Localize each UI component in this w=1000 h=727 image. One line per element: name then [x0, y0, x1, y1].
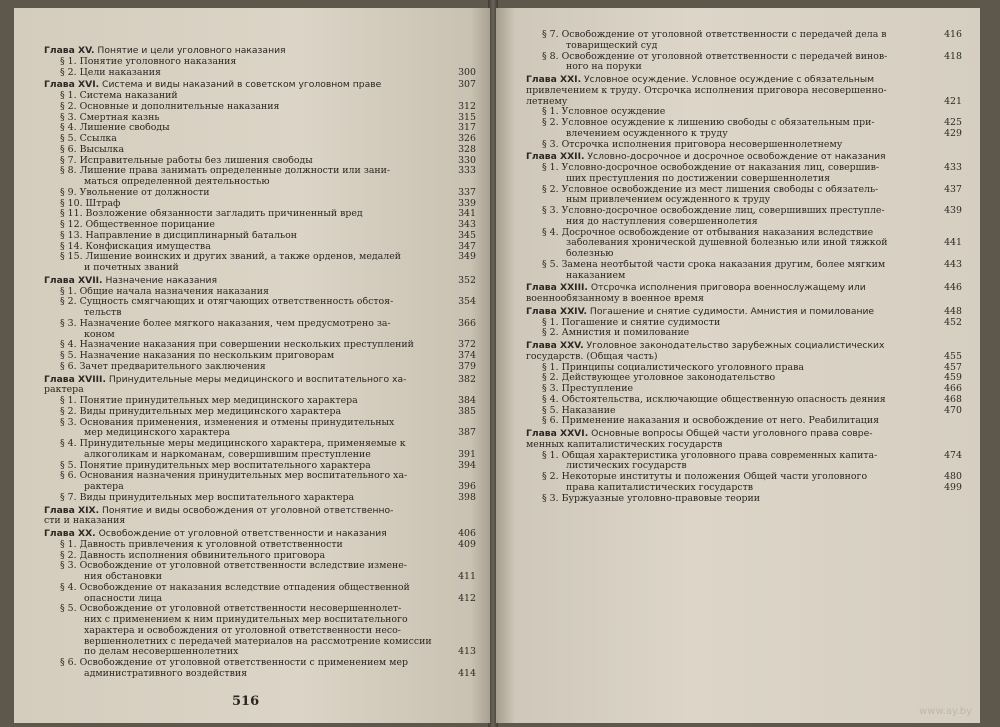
entry-text: § 1. Понятие уголовного наказания — [60, 56, 237, 67]
section-entry — [526, 363, 962, 374]
entry-continuation — [526, 174, 962, 185]
entry-page-number: 437 — [944, 183, 962, 195]
chapter-entry — [526, 307, 962, 318]
section-entry — [44, 188, 476, 199]
section-entry — [44, 351, 476, 362]
section-entry — [44, 319, 476, 330]
entry-text: § 2. Основные и дополнительные наказания — [60, 101, 280, 112]
entry-continuation — [44, 385, 476, 396]
chapter-title: Принудительные меры медицинского и воспитательного ха- — [108, 374, 407, 385]
entry-text: § 1. Понятие принудительных мер медицинского характера — [60, 396, 358, 406]
chapter-title: Назначение наказания — [105, 275, 217, 286]
entry-page-number: 439 — [944, 205, 962, 216]
entry-continuation — [526, 62, 962, 73]
section-entry — [44, 57, 476, 68]
chapter-label: Глава XVIII. — [44, 374, 106, 385]
entry-text: § 4. Назначение наказания при совершении нескольких преступлений — [60, 340, 414, 351]
chapter-entry — [44, 375, 476, 386]
entry-text: § 11. Возложение обязанности загладить причиненный вред — [60, 209, 363, 220]
entry-text: рактера — [84, 482, 124, 492]
entry-text: § 6. Высылка — [60, 144, 125, 155]
entry-text: § 5. Назначение наказания по нескольким приговорам — [60, 351, 335, 361]
section-entry — [526, 118, 962, 129]
entry-continuation — [44, 482, 476, 493]
entry-page-number: 333 — [458, 165, 476, 177]
entry-page-number: 429 — [944, 127, 962, 139]
chapter-title: Основные вопросы Общей части уголовного права совре- — [591, 429, 873, 439]
entry-text: § 1. Общие начала назначения наказания — [60, 286, 269, 297]
chapter-title: Условно-досрочное и досрочное освобождение от наказания — [587, 152, 886, 163]
entry-page-number: 366 — [458, 317, 476, 329]
section-entry — [44, 68, 476, 79]
entry-text: § 8. Освобождение от уголовной ответственности с передачей винов- — [542, 51, 888, 62]
section-entry — [526, 384, 962, 395]
section-entry — [44, 113, 476, 124]
section-entry — [44, 658, 476, 669]
entry-text: § 1. Условное осуждение — [542, 107, 666, 118]
entry-page-number: 312 — [458, 100, 476, 112]
entry-page-number: 413 — [458, 646, 476, 658]
section-entry — [44, 418, 476, 429]
entry-text: алкоголикам и наркоманам, совершившим преступление — [84, 449, 371, 460]
entry-text: § 3. Смертная казнь — [60, 112, 160, 123]
entry-continuation — [526, 440, 962, 451]
entry-continuation — [44, 637, 476, 648]
entry-page-number: 441 — [944, 237, 962, 249]
section-entry — [44, 156, 476, 167]
section-entry — [526, 494, 962, 505]
entry-text: § 6. Зачет предварительного заключения — [60, 361, 266, 372]
chapter-entry — [526, 152, 962, 163]
entry-page-number: 394 — [458, 459, 476, 471]
entry-text: военнообязанному в военное время — [526, 294, 704, 304]
entry-page-number: 349 — [458, 251, 476, 263]
entry-text: § 2. Условное осуждение к лишению свободы с обязательным при- — [542, 118, 875, 128]
entry-text: и почетных званий — [84, 263, 179, 273]
chapter-label: Глава XXII. — [526, 152, 585, 163]
entry-text: ным привлечением осужденного к труду — [566, 195, 771, 206]
section-entry — [526, 472, 962, 483]
entry-text: § 1. Условно-досрочное освобождение от наказания лиц, совершив- — [542, 163, 880, 173]
entry-text: § 1. Общая характеристика уголовного права современных капита- — [542, 450, 878, 461]
entry-page-number: 387 — [458, 427, 476, 439]
chapter-label: Глава XVII. — [44, 275, 103, 286]
section-entry — [526, 406, 962, 417]
entry-page-number: 474 — [944, 449, 962, 461]
entry-page-number: 374 — [458, 350, 476, 361]
entry-text: § 2. Действующее уголовное законодательство — [542, 373, 776, 384]
entry-text: влечением осужденного к труду — [566, 128, 728, 139]
section-entry — [526, 52, 962, 63]
chapter-entry — [44, 276, 476, 287]
entry-page-number: 457 — [944, 361, 962, 373]
entry-page-number: 414 — [458, 667, 476, 679]
chapter-entry — [44, 46, 476, 57]
entry-page-number: 384 — [458, 395, 476, 406]
entry-text: вершеннолетних с передачей материалов на рассмотрение комиссии — [84, 636, 432, 647]
section-entry — [44, 220, 476, 231]
entry-continuation — [526, 352, 962, 363]
section-entry — [526, 107, 962, 118]
entry-page-number: 409 — [458, 538, 476, 550]
entry-text: § 3. Буржуазные уголовно-правовые теории — [542, 493, 760, 504]
entry-continuation — [44, 669, 476, 680]
entry-continuation — [526, 238, 962, 249]
chapter-title: Освобождение от уголовной ответственности и наказания — [98, 529, 387, 539]
entry-page-number: 343 — [458, 219, 476, 230]
entry-text: § 2. Давность исполнения обвинительного приговора — [60, 550, 326, 561]
entry-page-number: 382 — [458, 373, 476, 385]
entry-continuation — [44, 263, 476, 274]
entry-text: § 2. Сущность смягчающих и отягчающих ответственность обстоя- — [60, 297, 394, 308]
entry-continuation — [526, 86, 962, 97]
section-entry — [44, 396, 476, 407]
chapter-entry — [44, 506, 476, 517]
entry-page-number: 480 — [944, 471, 962, 482]
entry-page-number: 466 — [944, 383, 962, 394]
entry-text: § 3. Отсрочка исполнения приговора несовершеннолетнему — [542, 139, 843, 150]
entry-page-number: 443 — [944, 258, 962, 270]
entry-page-number: 416 — [944, 29, 962, 40]
entry-text: опасности лица — [84, 593, 163, 604]
entry-text: ного на поруки — [566, 62, 642, 73]
entry-page-number: 499 — [944, 481, 962, 493]
chapter-title: Погашение и снятие судимости. Амнистия и помилование — [589, 306, 875, 317]
entry-text: § 13. Направление в дисциплинарный батальон — [60, 230, 297, 241]
entry-text: маться определенной деятельностью — [84, 177, 270, 187]
entry-text: административного воздействия — [84, 668, 248, 679]
entry-text: § 5. Наказание — [542, 405, 616, 416]
section-entry — [44, 209, 476, 220]
chapter-entry — [526, 75, 962, 86]
entry-text: § 1. Принципы социалистического уголовного права — [542, 362, 805, 373]
entry-page-number: 345 — [458, 229, 476, 241]
entry-text: § 7. Виды принудительных мер воспитательного характера — [60, 492, 355, 503]
right-page — [496, 8, 980, 723]
entry-text: летнему — [526, 96, 568, 107]
entry-text: наказанием — [566, 270, 626, 281]
entry-continuation — [526, 271, 962, 282]
section-entry — [526, 318, 962, 329]
section-entry — [44, 407, 476, 418]
section-entry — [44, 134, 476, 145]
toc-right — [526, 30, 962, 504]
section-entry — [44, 199, 476, 210]
chapter-title: Условное осуждение. Условное осуждение с обязательным — [584, 75, 875, 85]
entry-page-number: 372 — [458, 339, 476, 351]
section-entry — [44, 123, 476, 134]
entry-text: § 5. Замена неотбытой части срока наказания другим, более мягким — [542, 259, 886, 270]
section-entry — [44, 439, 476, 450]
chapter-label: Глава XVI. — [44, 80, 100, 91]
entry-page-number: 385 — [458, 405, 476, 417]
entry-continuation — [44, 330, 476, 341]
entry-text: коном — [84, 329, 115, 340]
chapter-label: Глава XXIV. — [526, 306, 587, 317]
entry-page-number: 459 — [944, 372, 962, 384]
chapter-label: Глава XXVI. — [526, 429, 589, 439]
entry-text: § 3. Освобождение от уголовной ответственности вследствие измене- — [60, 561, 407, 572]
entry-page-number: 411 — [458, 571, 476, 582]
section-entry — [526, 185, 962, 196]
entry-continuation — [44, 308, 476, 319]
entry-text: § 12. Общественное порицание — [60, 220, 215, 230]
entry-page-number: 446 — [944, 282, 962, 294]
entry-continuation — [44, 615, 476, 626]
entry-text: § 14. Конфискация имущества — [60, 241, 211, 252]
entry-page-number: 452 — [944, 316, 962, 328]
chapter-title: Понятие и виды освобождения от уголовной ответственно- — [102, 505, 394, 516]
section-entry — [44, 252, 476, 263]
entry-text: § 6. Основания назначения принудительных мер воспитательного ха- — [60, 471, 408, 482]
entry-text: § 3. Условно-досрочное освобождение лиц, совершивших преступле- — [542, 206, 885, 216]
entry-text: § 1. Система наказаний — [60, 91, 178, 101]
entry-text: по делам несовершеннолетних — [84, 647, 239, 658]
entry-page-number: 315 — [458, 111, 476, 123]
chapter-label: Глава XX. — [44, 529, 96, 539]
section-entry — [44, 461, 476, 472]
entry-page-number: 433 — [944, 162, 962, 173]
chapter-label: Глава XIX. — [44, 505, 100, 516]
chapter-entry — [44, 80, 476, 91]
entry-text: § 2. Амнистия и помилование — [542, 328, 690, 339]
entry-page-number: 468 — [944, 393, 962, 405]
chapter-entry — [526, 341, 962, 352]
section-entry — [44, 561, 476, 572]
entry-continuation — [526, 461, 962, 472]
entry-page-number: 396 — [458, 481, 476, 492]
entry-text: ния до наступления совершеннолетия — [566, 216, 758, 227]
section-entry — [44, 287, 476, 298]
entry-text: § 2. Некоторые институты и положения Общей части уголовного — [542, 472, 868, 482]
chapter-label: Глава XXIII. — [526, 283, 588, 294]
section-entry — [44, 231, 476, 242]
entry-text: § 4. Досрочное освобождение от отбывания наказания вследствие — [542, 227, 874, 238]
entry-text: привлечением к труду. Отсрочка исполнения приговора несовершенно- — [526, 85, 887, 96]
entry-continuation — [526, 217, 962, 228]
entry-continuation — [44, 572, 476, 583]
entry-page-number: 341 — [458, 208, 476, 220]
entry-page-number: 406 — [458, 528, 476, 539]
section-entry — [44, 91, 476, 102]
section-entry — [526, 328, 962, 339]
entry-continuation — [44, 177, 476, 188]
section-entry — [526, 416, 962, 427]
entry-text: сти и наказания — [44, 516, 126, 527]
entry-text: права капиталистических государств — [566, 482, 754, 493]
entry-continuation — [44, 626, 476, 637]
section-entry — [526, 373, 962, 384]
entry-text: мер медицинского характера — [84, 428, 231, 439]
chapter-title: Отсрочка исполнения приговора военнослужащему или — [590, 283, 866, 294]
entry-text: § 1. Погашение и снятие судимости — [542, 317, 721, 328]
entry-page-number: 448 — [944, 305, 962, 317]
entry-text: § 7. Исправительные работы без лишения свободы — [60, 155, 313, 166]
entry-text: характера и освобождения от уголовной ответственности несо- — [84, 625, 401, 636]
entry-text: государств. (Общая часть) — [526, 351, 658, 362]
section-entry — [44, 297, 476, 308]
entry-text: ния обстановки — [84, 572, 162, 582]
entry-continuation — [44, 647, 476, 658]
section-entry — [526, 260, 962, 271]
entry-text: них с применением к ним принудительных мер воспитательного — [84, 615, 408, 625]
section-entry — [526, 228, 962, 239]
entry-page-number: 379 — [458, 360, 476, 372]
section-entry — [44, 166, 476, 177]
entry-text: § 15. Лишение воинских и других званий, а также орденов, медалей — [60, 252, 402, 263]
entry-text: заболевания хронической душевной болезнью или иной тяжкой — [566, 238, 888, 249]
section-entry — [44, 540, 476, 551]
chapter-label: Глава XXI. — [526, 75, 582, 85]
entry-page-number: 352 — [458, 274, 476, 286]
entry-page-number: 330 — [458, 154, 476, 166]
section-entry — [44, 340, 476, 351]
chapter-entry — [44, 529, 476, 540]
entry-text: § 3. Преступление — [542, 384, 634, 394]
entry-text: менных капиталистических государств — [526, 439, 723, 450]
chapter-label: Глава XV. — [44, 46, 95, 56]
entry-text: § 5. Ссылка — [60, 134, 117, 144]
entry-text: § 4. Освобождение от наказания вследствие отпадения общественной — [60, 582, 410, 593]
entry-page-number: 326 — [458, 133, 476, 144]
section-entry — [526, 140, 962, 151]
section-entry — [44, 362, 476, 373]
chapter-title: Понятие и цели уголовного наказания — [97, 46, 286, 56]
entry-continuation — [526, 195, 962, 206]
entry-text: § 9. Увольнение от должности — [60, 187, 210, 198]
section-entry — [526, 30, 962, 41]
entry-page-number: 391 — [458, 448, 476, 460]
chapter-entry — [526, 283, 962, 294]
chapter-entry — [526, 429, 962, 440]
chapter-title: Система и виды наказаний в советском уголовном праве — [102, 80, 382, 91]
entry-text: § 6. Применение наказания и освобождение от него. Реабилитация — [542, 416, 879, 427]
section-entry — [44, 242, 476, 253]
entry-continuation — [44, 428, 476, 439]
entry-page-number: 328 — [458, 143, 476, 155]
entry-text: § 8. Лишение права занимать определенные должности или зани- — [60, 166, 391, 177]
entry-text: § 2. Виды принудительных мер медицинского характера — [60, 406, 342, 417]
chapter-label: Глава XXV. — [526, 341, 584, 351]
entry-text: § 6. Освобождение от уголовной ответственности с применением мер — [60, 658, 409, 668]
entry-continuation — [526, 249, 962, 260]
entry-page-number: 300 — [458, 66, 476, 78]
section-entry — [44, 583, 476, 594]
entry-page-number: 455 — [944, 350, 962, 362]
entry-page-number: 337 — [458, 186, 476, 198]
entry-text: § 3. Основания применения, изменения и отмены принудительных — [60, 417, 395, 428]
entry-continuation — [44, 594, 476, 605]
entry-text: § 1. Давность привлечения к уголовной ответственности — [60, 539, 343, 550]
section-entry — [44, 102, 476, 113]
entry-continuation — [526, 129, 962, 140]
section-entry — [44, 551, 476, 562]
section-entry — [44, 145, 476, 156]
entry-text: § 2. Условное освобождение из мест лишения свободы с обязатель- — [542, 184, 879, 195]
entry-text: § 2. Цели наказания — [60, 67, 161, 78]
section-entry — [526, 163, 962, 174]
entry-continuation — [44, 516, 476, 527]
entry-page-number: 421 — [944, 95, 962, 107]
section-entry — [44, 471, 476, 482]
watermark: www.ay.by — [919, 706, 972, 717]
entry-text: тельств — [84, 308, 122, 318]
entry-page-number: 470 — [944, 404, 962, 416]
section-entry — [44, 604, 476, 615]
left-page — [14, 8, 490, 723]
entry-text: листических государств — [566, 461, 687, 472]
entry-continuation — [526, 97, 962, 108]
entry-page-number: 412 — [458, 592, 476, 604]
entry-text: § 4. Принудительные меры медицинского характера, применяемые к — [60, 439, 406, 449]
entry-text: товарищеский суд — [566, 40, 658, 51]
entry-page-number: 354 — [458, 296, 476, 308]
section-entry — [526, 395, 962, 406]
entry-text: § 7. Освобождение от уголовной ответственности с передачей дела в — [542, 30, 887, 40]
entry-page-number: 398 — [458, 491, 476, 503]
entry-text: § 10. Штраф — [60, 198, 121, 209]
entry-page-number: 307 — [458, 79, 476, 91]
entry-continuation — [526, 41, 962, 52]
entry-continuation — [526, 294, 962, 305]
entry-page-number: 425 — [944, 117, 962, 128]
entry-text: § 5. Понятие принудительных мер воспитательного характера — [60, 460, 371, 471]
section-entry — [44, 493, 476, 504]
entry-page-number: 418 — [944, 50, 962, 62]
entry-text: § 5. Освобождение от уголовной ответственности несовершеннолет- — [60, 604, 402, 615]
entry-text: § 3. Назначение более мягкого наказания, чем предусмотрено за- — [60, 318, 391, 329]
entry-text: § 4. Обстоятельства, исключающие общественную опасность деяния — [542, 394, 886, 405]
entry-continuation — [44, 450, 476, 461]
chapter-title: Уголовное законодательство зарубежных социалистических — [586, 341, 885, 351]
toc-left — [44, 46, 476, 680]
entry-page-number: 339 — [458, 197, 476, 209]
entry-text: ших преступления по достижении совершеннолетия — [566, 173, 830, 184]
entry-text: § 4. Лишение свободы — [60, 123, 170, 134]
entry-text: рактера — [44, 385, 84, 396]
entry-page-number: 347 — [458, 240, 476, 252]
entry-text: болезнью — [566, 249, 614, 259]
entry-continuation — [526, 483, 962, 494]
entry-page-number: 317 — [458, 122, 476, 134]
section-entry — [526, 451, 962, 462]
section-entry — [526, 206, 962, 217]
page-number: 516 — [232, 694, 260, 709]
